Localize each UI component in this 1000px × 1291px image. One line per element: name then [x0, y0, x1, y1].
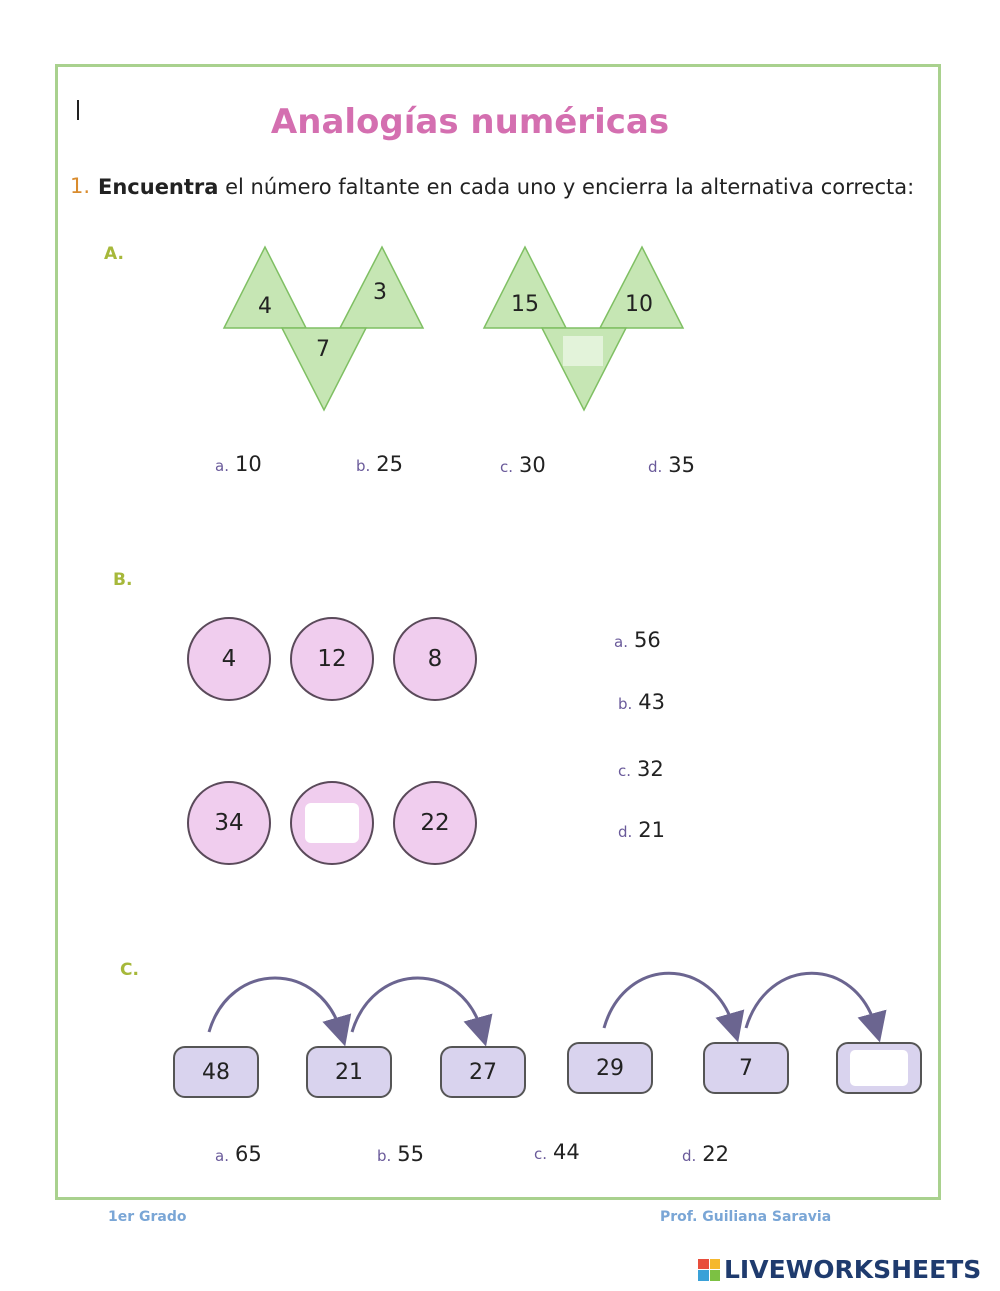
triangle-a2-left-value: 15	[511, 292, 539, 317]
circle-b1-3: 8	[393, 617, 477, 701]
worksheet-title: Analogías numéricas	[270, 102, 670, 142]
circle-b2-1: 34	[187, 781, 271, 865]
option-c-d[interactable]	[682, 1142, 729, 1166]
question-rest: el número faltante en cada uno y encierra la alternativa correcta:	[218, 175, 915, 199]
question-bold: Encuentra	[98, 175, 219, 199]
option-letter: a.	[215, 457, 229, 475]
option-letter: b.	[618, 695, 633, 713]
option-c-b[interactable]	[377, 1142, 424, 1166]
option-b-b[interactable]	[618, 690, 665, 714]
arrow-c4	[746, 973, 876, 1028]
option-letter: b.	[356, 457, 371, 475]
option-b-a[interactable]	[614, 628, 661, 652]
option-a-a[interactable]	[215, 452, 262, 476]
triangle-a1-left-value: 4	[258, 294, 272, 319]
section-b-label: B.	[113, 570, 133, 590]
option-value: 43	[638, 690, 666, 714]
footer-grade: 1er Grado	[108, 1209, 187, 1225]
answer-blank-c[interactable]	[850, 1050, 908, 1086]
triangle-a2-blank	[563, 336, 603, 366]
option-letter: d.	[648, 458, 663, 476]
answer-blank-b[interactable]	[305, 803, 359, 843]
option-letter: c.	[500, 458, 514, 476]
option-letter: c.	[618, 762, 632, 780]
section-a-label: A.	[104, 244, 124, 264]
option-b-d[interactable]	[618, 818, 665, 842]
option-value: 22	[702, 1142, 730, 1166]
circle-b1-1: 4	[187, 617, 271, 701]
option-letter: d.	[618, 823, 633, 841]
box-c-5: 7	[703, 1042, 789, 1094]
option-a-d[interactable]	[648, 453, 695, 477]
option-value: 65	[234, 1142, 262, 1166]
option-letter: a.	[215, 1147, 229, 1165]
box-c-4: 29	[567, 1042, 653, 1094]
option-value: 10	[234, 452, 262, 476]
circle-b1-2: 12	[290, 617, 374, 701]
box-c-3: 27	[440, 1046, 526, 1098]
option-value: 55	[397, 1142, 425, 1166]
section-c-label: C.	[120, 960, 139, 980]
option-letter: b.	[377, 1147, 392, 1165]
arrow-c1	[209, 978, 341, 1032]
option-value: 21	[638, 818, 666, 842]
option-value: 44	[553, 1140, 580, 1164]
circle-b2-3: 22	[393, 781, 477, 865]
question-number: 1.	[70, 174, 91, 198]
option-c-a[interactable]	[215, 1142, 262, 1166]
footer-teacher: Prof. Guiliana Saravia	[660, 1209, 832, 1225]
option-letter: a.	[614, 633, 628, 651]
option-c-c[interactable]	[534, 1140, 580, 1164]
option-value: 25	[376, 452, 404, 476]
option-letter: c.	[534, 1145, 548, 1163]
option-b-c[interactable]	[618, 757, 664, 781]
option-letter: d.	[682, 1147, 697, 1165]
box-c-1: 48	[173, 1046, 259, 1098]
option-value: 35	[668, 453, 696, 477]
liveworksheets-brand	[698, 1255, 981, 1284]
box-c-2: 21	[306, 1046, 392, 1098]
box-c-6-blank[interactable]	[836, 1042, 922, 1094]
option-a-c[interactable]	[500, 453, 546, 477]
option-value: 30	[519, 453, 546, 477]
triangle-a1-right-value: 3	[373, 280, 387, 305]
brand-name: LIVEWORKSHEETS	[724, 1255, 982, 1284]
option-value: 32	[637, 757, 664, 781]
triangle-a1-bottom-value: 7	[316, 337, 330, 362]
arrow-c2	[352, 978, 482, 1032]
liveworksheets-logo-icon	[698, 1259, 720, 1281]
option-value: 56	[633, 628, 661, 652]
triangle-a2-right-value: 10	[625, 292, 653, 317]
option-a-b[interactable]	[356, 452, 403, 476]
circle-b2-2-blank[interactable]	[290, 781, 374, 865]
arrow-c3	[604, 973, 734, 1028]
